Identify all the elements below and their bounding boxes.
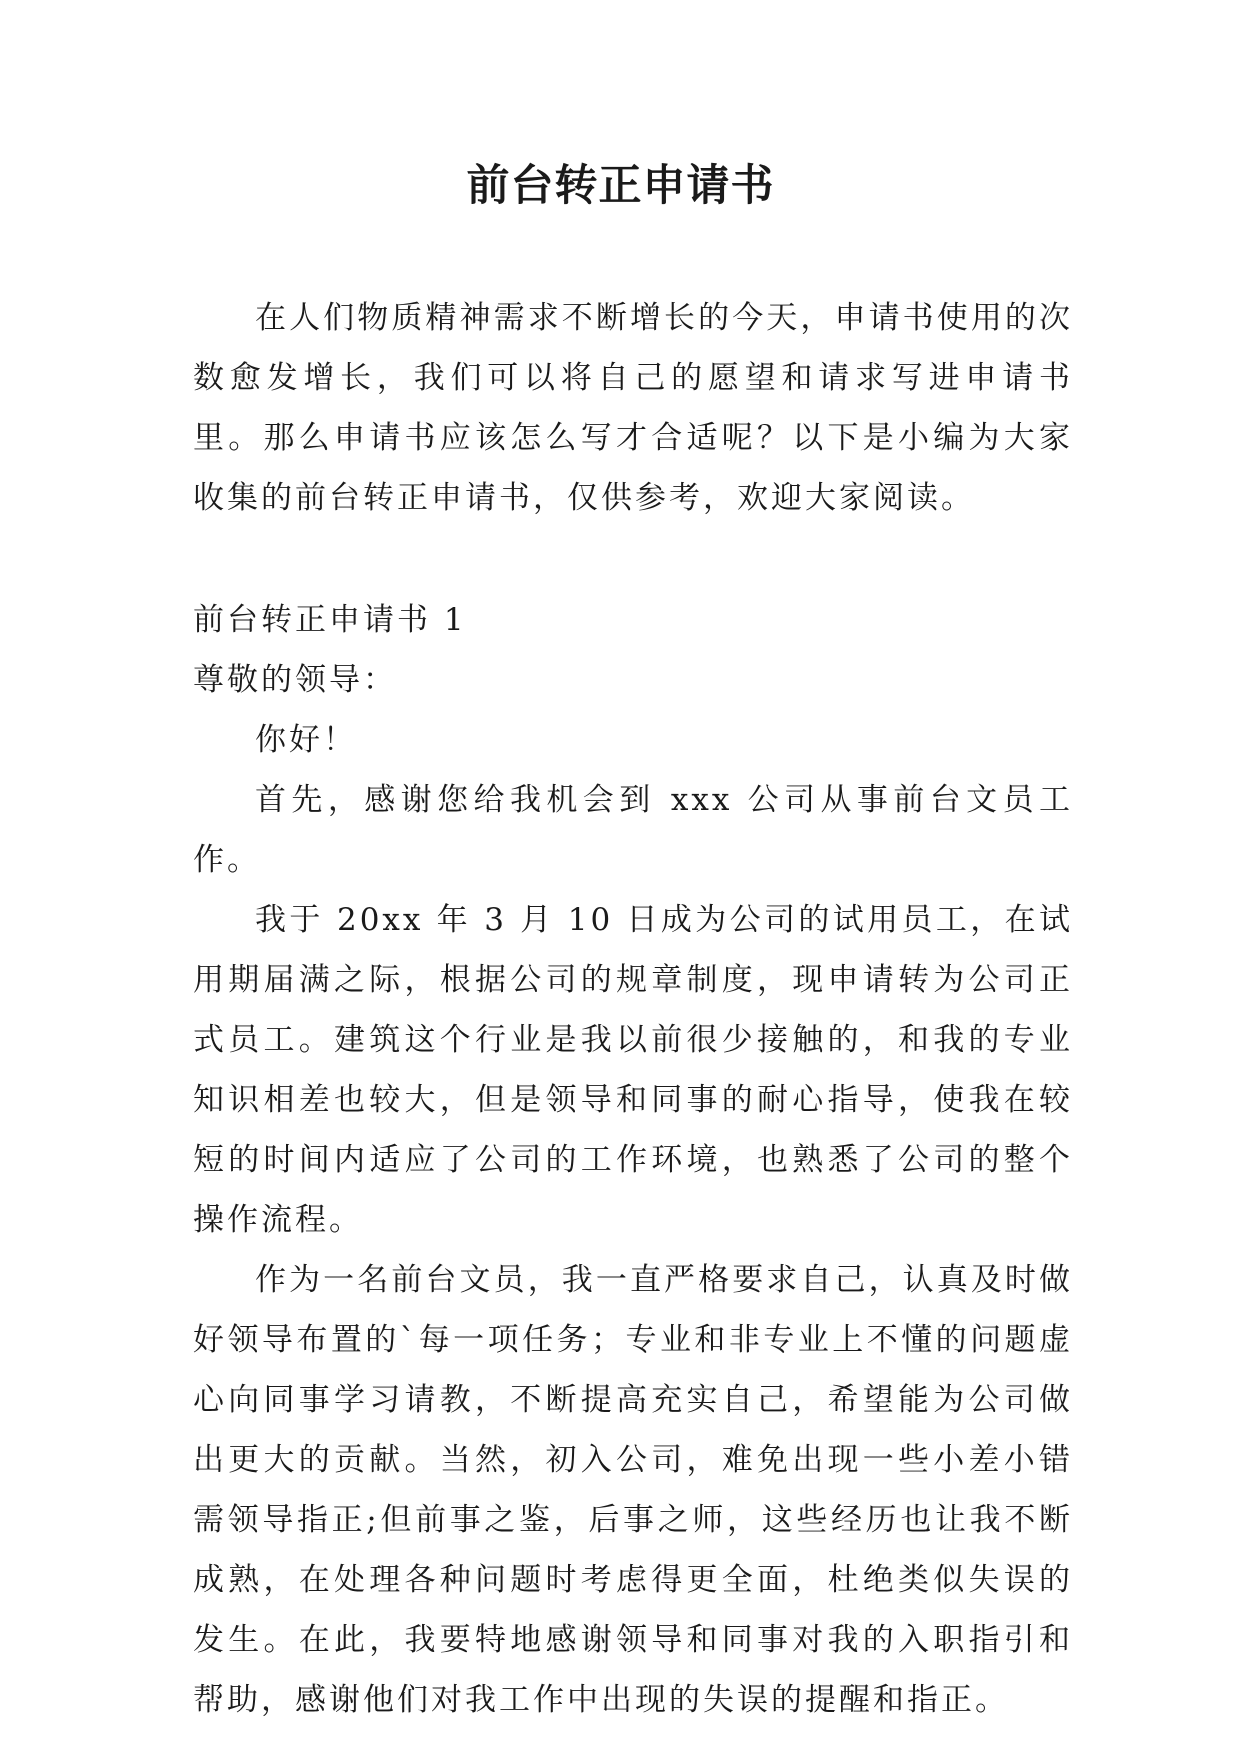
greeting: 你好！ (255, 722, 357, 758)
intro-paragraph: 在人们物质精神需求不断增长的今天，申请书使用的次数愈发增长，我们可以将自己的愿望和请求写进申请书里。那么申请书应该怎么写才合适呢？以下是小编为大家收集的前台转正申请书，仅供参考，欢迎大家阅读。 (193, 300, 1073, 516)
salutation: 尊敬的领导： (193, 662, 397, 698)
document-body (193, 288, 1073, 1730)
body-paragraph: 作为一名前台文员，我一直严格要求自己，认真及时做好领导布置的`每一项任务；专业和非专业上不懂的问题虚心向同事学习请教，不断提高充实自己，希望能为公司做出更大的贡献。当然，初入公司，难免出现一些小差小错需领导指正;但前事之鉴，后事之师，这些经历也让我不断成熟，在处理各种问题时考虑得更全面，杜绝类似失误的发生。在此，我要特地感谢领导和同事对我的入职指引和帮助，感谢他们对我工作中出现的失误的提醒和指正。 (193, 1262, 1073, 1718)
section-heading: 前台转正申请书 1 (193, 602, 467, 638)
body-paragraph: 首先，感谢您给我机会到 xxx 公司从事前台文员工作。 (193, 782, 1073, 878)
document-title: 前台转正申请书 (466, 161, 775, 211)
body-paragraph: 我于 20xx 年 3 月 10 日成为公司的试用员工，在试用期届满之际，根据公司的规章制度，现申请转为公司正式员工。建筑这个行业是我以前很少接触的，和我的专业知识相差也较大，但是领导和同事的耐心指导，使我在较短的时间内适应了公司的工作环境，也熟悉了公司的整个操作流程。 (193, 902, 1073, 1238)
